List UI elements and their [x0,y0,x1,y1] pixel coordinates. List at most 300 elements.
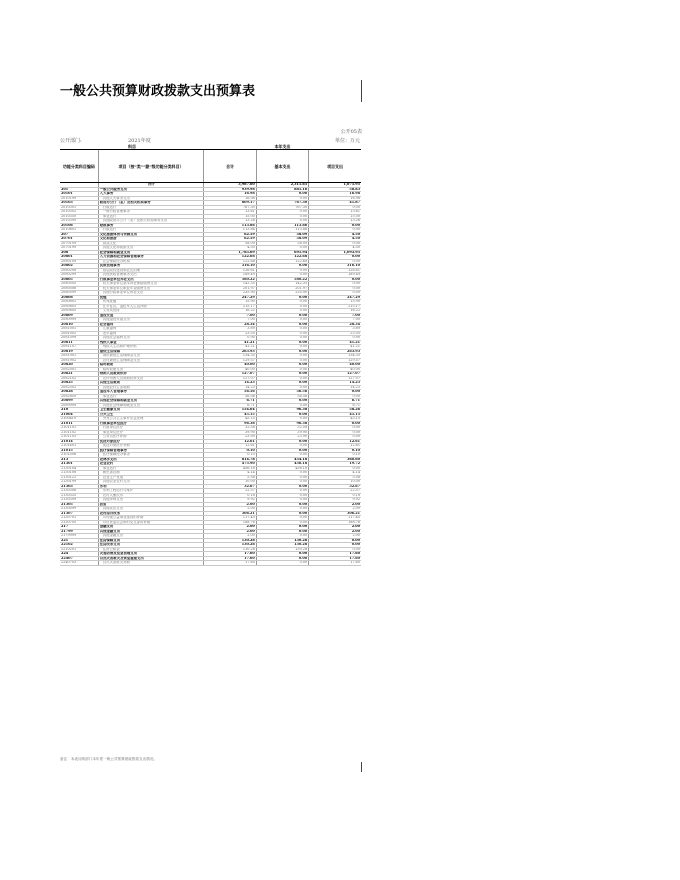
row-basic: 0.00 [256,484,308,489]
row-project: 316.10 [309,264,361,269]
row-code: 217 [60,525,98,530]
row-name: 卫生健康支出 [98,408,204,413]
row-project: 16.98 [309,196,361,201]
row-project: 129.57 [309,358,361,363]
row-basic: 0.00 [256,354,308,359]
row-total: 23.55 [204,331,256,336]
row-total: 247.29 [204,295,256,300]
row-total: 2.00 [204,529,256,534]
row-code: 221 [60,538,98,543]
row-basic: 0.00 [256,196,308,201]
row-total: 2.00 [204,534,256,539]
row-name: 合计 [98,183,204,188]
row-total: 7.00 [204,318,256,323]
row-name: 自然灾害救灾及恢复重建支出 [98,556,204,561]
row-total: 32.58 [204,426,256,431]
row-basic: 881.16 [256,187,308,192]
row-code: 20805 [60,277,98,282]
row-project: 3.89 [309,327,361,332]
row-basic: 0.00 [256,268,308,273]
row-name: 最低生活保障 [98,349,204,354]
row-code: 20820 [60,363,98,368]
row-project: 0.00 [309,259,361,264]
row-total: 12.61 [204,439,256,444]
row-project: 58.26 [309,408,361,413]
row-name: 其他人大事务支出 [98,196,204,201]
row-name: 临时救助 [98,363,204,368]
row-total: 456.18 [204,466,256,471]
row-code: 2082502 [60,385,98,390]
row-total: 40.00 [204,367,256,372]
row-basic: 0.00 [256,534,308,539]
row-name: 其他社会保障和就业支出 [98,399,204,404]
row-code: 2080299 [60,273,98,278]
row-basic: 767.30 [256,201,308,206]
row-basic: 0.00 [256,372,308,377]
row-code: 2080805 [60,309,98,314]
row-name: 残疾人生活和护理补贴 [98,345,204,350]
row-project: 41.21 [309,345,361,350]
row-basic: 0.00 [256,192,308,197]
row-basic: 96.38 [256,421,308,426]
row-total: 4.14 [204,471,256,476]
row-code: 2082850 [60,394,98,399]
row-code: 21004 [60,412,98,417]
row-code: 20899 [60,399,98,404]
margin-line-bottom [361,762,362,772]
row-project: 0.90 [309,336,361,341]
row-code: 21307 [60,511,98,516]
row-code: 20828 [60,390,98,395]
row-name: 事业运行 [98,394,204,399]
row-total: 767.30 [204,205,256,210]
row-name: 自然灾害救灾补助 [98,561,204,566]
row-total: 17.60 [204,561,256,566]
row-project: 1,093.95 [309,250,361,255]
row-name: 残疾人事业 [98,340,204,345]
row-name: 事业运行 [98,214,204,219]
row-name: 民政管理事务 [98,264,204,269]
row-total: 23.90 [204,435,256,440]
row-total: 9.92 [204,498,256,503]
row-project: 360.60 [309,457,361,462]
row-basic: 0.00 [256,502,308,507]
row-name: 其他水利支出 [98,498,204,503]
row-code: 2100410 [60,417,98,422]
row-name: 农业生产发展 [98,475,204,480]
row-basic: 0.00 [256,385,308,390]
page-title: 一般公共预算财政拨款支出预算表 [60,84,256,99]
row-project: 13.26 [309,219,361,224]
row-total: 201.97 [204,286,256,291]
row-total: 45.15 [204,417,256,422]
row-name: 退役安置 [98,313,204,318]
row-code: 20811 [60,340,98,345]
row-project: 16.22 [309,309,361,314]
row-basic: 58.09 [256,237,308,242]
row-basic: 0.00 [256,493,308,498]
row-code: 2130122 [60,475,98,480]
row-code: 20808 [60,295,98,300]
row-project: 0.00 [309,205,361,210]
row-basic: 0.00 [256,381,308,386]
row-total: 16.98 [204,192,256,197]
row-name: 人大事务 [98,192,204,197]
row-code: 2130701 [60,516,98,521]
row-basic: 142.35 [256,282,308,287]
row-name: 医疗保障管理事务 [98,448,204,453]
row-name: 对村级公益事业建设的补助 [98,516,204,521]
row-basic: 0.00 [256,322,308,327]
row-code: 2130399 [60,498,98,503]
row-basic: 0.00 [256,475,308,480]
row-code: 2082102 [60,376,98,381]
row-total: 4.50 [204,246,256,251]
row-code: 20103 [60,201,98,206]
row-basic: 0.00 [256,304,308,309]
row-total: 56.56 [204,394,256,399]
row-total: 814.78 [204,457,256,462]
department-label: 公开部门: [60,138,82,144]
row-code: 20106 [60,223,98,228]
row-total: 45.15 [204,412,256,417]
row-basic: 0.00 [256,520,308,525]
row-name: 其他金融支出 [98,529,204,534]
row-project: 126.61 [309,268,361,273]
row-project: 189.49 [309,273,361,278]
row-name: 基层政权建设和社区治理 [98,268,204,273]
row-code: 2080599 [60,291,98,296]
expenditure-table [60,144,361,566]
row-project: 127.07 [309,372,361,377]
row-total: 113.86 [204,223,256,228]
header-name: 项目（按“类”“款”级功能分类科目） [98,150,204,183]
row-basic: 32.58 [256,426,308,431]
row-basic: 0.00 [256,219,308,224]
header-project: 项目支出 [309,150,361,183]
row-total: 3.89 [204,327,256,332]
row-code: 20810 [60,322,98,327]
row-total: 130.28 [204,543,256,548]
row-project: 0.00 [309,538,361,543]
row-code: 2130306 [60,489,98,494]
row-name: 其他生活救助 [98,381,204,386]
row-total: 316.10 [204,264,256,269]
header-code: 功能分类科目编码 [60,150,98,183]
row-name: 优抚对象医疗 [98,439,204,444]
row-name: 行政事业单位医疗 [98,421,204,426]
row-project: 1,675.95 [309,183,361,188]
row-total: 580.22 [204,277,256,282]
row-project: 9.92 [309,498,361,503]
row-name: 其他民政管理事务支出 [98,273,204,278]
row-name: 政府办公厅（室）及相关机构事务 [98,201,204,206]
row-name: 公共卫生 [98,412,204,417]
row-total: 122.68 [204,259,256,264]
row-basic: 0.00 [256,556,308,561]
row-basic: 0.00 [256,511,308,516]
row-total: 122.68 [204,255,256,260]
row-name: 住房公积金 [98,547,204,552]
row-total: 127.07 [204,372,256,377]
row-project: 19.72 [309,462,361,467]
row-code: 201 [60,187,98,192]
row-total: 475.90 [204,462,256,467]
row-basic: 113.86 [256,223,308,228]
row-basic: 580.22 [256,277,308,282]
row-name: 退役军人管理事务 [98,390,204,395]
row-name: 其他社会保障和就业支出 [98,403,204,408]
row-name: 其他文化和旅游支出 [98,246,204,251]
row-total: 2.00 [204,525,256,530]
row-basic: 0.00 [256,367,308,372]
row-total: 7.00 [204,313,256,318]
row-name: 农业农村 [98,462,204,467]
row-project: 2.00 [309,534,361,539]
row-total: 134.35 [204,354,256,359]
row-code: 2010350 [60,214,98,219]
row-basic: 130.28 [256,547,308,552]
row-total: 14.23 [204,381,256,386]
row-name: 义务兵优待 [98,309,204,314]
row-name: 金融支出 [98,525,204,530]
row-name: 其他政府办公厅（室）及相关机构事务支出 [98,219,204,224]
row-name: 医疗保障经办事务 [98,453,204,458]
row-total: 28.34 [204,322,256,327]
row-total: 2.00 [204,507,256,512]
header-total: 合计 [204,150,256,183]
row-project: 0.00 [309,286,361,291]
row-total: 130.28 [204,538,256,543]
row-total: 13.26 [204,219,256,224]
row-name: 行政事业单位养老支出 [98,277,204,282]
footnote: 备注：本表反映部门本年度一般公共预算财政拨款支出情况。 [60,757,158,761]
row-name: 住房保障支出 [98,538,204,543]
row-total: 15.90 [204,300,256,305]
row-code: 2010199 [60,196,98,201]
row-total: 17.60 [204,552,256,557]
row-basic: 0.00 [256,552,308,557]
row-project: 0.00 [309,547,361,552]
row-total: 22.57 [204,489,256,494]
row-code: 20825 [60,381,98,386]
row-project: 23.55 [309,331,361,336]
row-basic: 0.00 [256,327,308,332]
row-name: 对村民委员会和村党支部的补助 [98,520,204,525]
row-name: 机关事业单位基本养老保险缴费支出 [98,282,204,287]
row-name: 突发公共卫生事件应急处理 [98,417,204,422]
row-total: 96.38 [204,421,256,426]
row-basic: 0.00 [256,363,308,368]
row-project: 0.00 [309,390,361,395]
table-body [60,183,361,566]
row-name: 人力资源和社会保障管理事务 [98,255,204,260]
row-code: 2070199 [60,246,98,251]
row-project: 127.07 [309,376,361,381]
header-basic: 基本支出 [256,150,308,183]
row-project: 188.76 [309,520,361,525]
row-basic: 0.00 [256,507,308,512]
row-project: 7.00 [309,313,361,318]
row-name: 灾害防治及应急管理支出 [98,552,204,557]
row-project: 0.00 [309,277,361,282]
row-basic: 0.00 [256,516,308,521]
row-code: 2101103 [60,435,98,440]
row-basic: 0.00 [256,439,308,444]
row-basic: 201.97 [256,286,308,291]
row-code: 2130335 [60,493,98,498]
row-project: 58.83 [309,187,361,192]
row-name: 文化和旅游 [98,237,204,242]
form-number: 公开05表 [340,129,362,135]
row-code: 2081107 [60,345,98,350]
row-project: 12.61 [309,439,361,444]
row-name: 行政运行 [98,205,204,210]
row-code: 2101401 [60,444,98,449]
row-project: 0.00 [309,466,361,471]
row-name: 其他社会福利支出 [98,336,204,341]
row-project: 0.00 [309,228,361,233]
row-name: 农村综合改革 [98,511,204,516]
row-project: 4.50 [309,237,361,242]
row-project: 117.45 [309,516,361,521]
row-total: 62.59 [204,237,256,242]
row-name: 其他行政事业单位养老支出 [98,291,204,296]
row-basic: 0.00 [256,349,308,354]
row-basic: 0.00 [256,295,308,300]
row-project: 22.57 [309,489,361,494]
row-name: 社会保险经办机构 [98,259,204,264]
row-code: 2101102 [60,430,98,435]
row-basic: 0.00 [256,345,308,350]
row-total: 189.49 [204,273,256,278]
row-basic: 58.09 [256,232,308,237]
row-basic: 0.00 [256,489,308,494]
row-project: 7.00 [309,318,361,323]
row-total: 13.61 [204,210,256,215]
row-name: 在乡复员、退伍军人生活补助 [98,304,204,309]
row-project: 2.00 [309,529,361,534]
row-basic: 2,311.65 [256,183,308,188]
row-project: 134.35 [309,354,361,359]
row-total: 40.00 [204,363,256,368]
row-basic: 456.18 [256,466,308,471]
row-total: 263.93 [204,349,256,354]
row-name: 儿童福利 [98,327,204,332]
row-project: 0.00 [309,241,361,246]
row-name: 社会福利 [98,322,204,327]
row-basic: 0.00 [256,318,308,323]
row-basic: 122.68 [256,255,308,260]
row-code: 2080208 [60,268,98,273]
row-total: 0.18 [204,493,256,498]
row-project: 2.00 [309,507,361,512]
row-name: 农村特困人员救助供养支出 [98,376,204,381]
row-basic: 0.00 [256,525,308,530]
row-name: 一般行政管理事务 [98,210,204,215]
row-basic: 0.00 [256,313,308,318]
row-total: 6.71 [204,403,256,408]
row-code: 2101506 [60,453,98,458]
row-total: 142.35 [204,282,256,287]
row-code: 21015 [60,448,98,453]
row-project: 16.98 [309,192,361,197]
row-project: 10.00 [309,480,361,485]
row-basic: 122.68 [256,259,308,264]
row-project: 247.29 [309,295,361,300]
row-code: 2130705 [60,520,98,525]
row-basic: 0.00 [256,561,308,566]
row-code: 2179999 [60,534,98,539]
row-total: 2.00 [204,502,256,507]
row-code: 210 [60,408,98,413]
row-total: 235.90 [204,291,256,296]
row-code: 20101 [60,192,98,197]
row-total: 41.21 [204,340,256,345]
row-project: 0.10 [309,448,361,453]
row-basic: 39.90 [256,430,308,435]
row-basic: 0.00 [256,309,308,314]
row-project: 0.00 [309,282,361,287]
row-code: 21799 [60,529,98,534]
row-project: 0.00 [309,291,361,296]
row-project: 263.93 [309,349,361,354]
row-code: 224 [60,552,98,557]
row-name: 老年福利 [98,331,204,336]
row-project: 0.00 [309,543,361,548]
row-project: 0.00 [309,430,361,435]
row-project: 40.00 [309,363,361,368]
row-total: 188.76 [204,520,256,525]
row-total: 12.61 [204,444,256,449]
row-name: 机关事业单位职业年金缴费支出 [98,286,204,291]
row-basic: 0.00 [256,340,308,345]
row-name: 农村最低生活保障金支出 [98,358,204,363]
row-total: 16.22 [204,309,256,314]
row-code: 2080505 [60,282,98,287]
row-code: 20802 [60,264,98,269]
row-name: 一般公共服务支出 [98,187,204,192]
row-code: 20821 [60,372,98,377]
row-code: 2101101 [60,426,98,431]
row-code: 20801 [60,255,98,260]
row-project: 2.00 [309,525,361,530]
row-name: 其他农业农村支出 [98,480,204,485]
row-total: 129.57 [204,358,256,363]
row-name: 住房改革支出 [98,543,204,548]
row-code: 213 [60,457,98,462]
row-total: 0.90 [204,336,256,341]
row-name: 公务员医疗补助 [98,435,204,440]
row-project: 13.61 [309,210,361,215]
table-row [60,561,361,566]
row-basic: 0.00 [256,448,308,453]
row-code: 2010302 [60,210,98,215]
row-basic: 0.00 [256,412,308,417]
row-basic: 0.00 [256,417,308,422]
row-project: 0.00 [309,421,361,426]
row-total: 3,987.60 [204,183,256,188]
unit-label: 单位：万元 [334,138,360,144]
margin-line-top [361,80,362,102]
row-project: 17.60 [309,556,361,561]
row-name: 事业单位医疗 [98,430,204,435]
row-code: 2081901 [60,354,98,359]
row-project: 17.60 [309,552,361,557]
row-basic: 130.28 [256,538,308,543]
row-total: 16.98 [204,196,256,201]
row-name: 病虫害控制 [98,471,204,476]
